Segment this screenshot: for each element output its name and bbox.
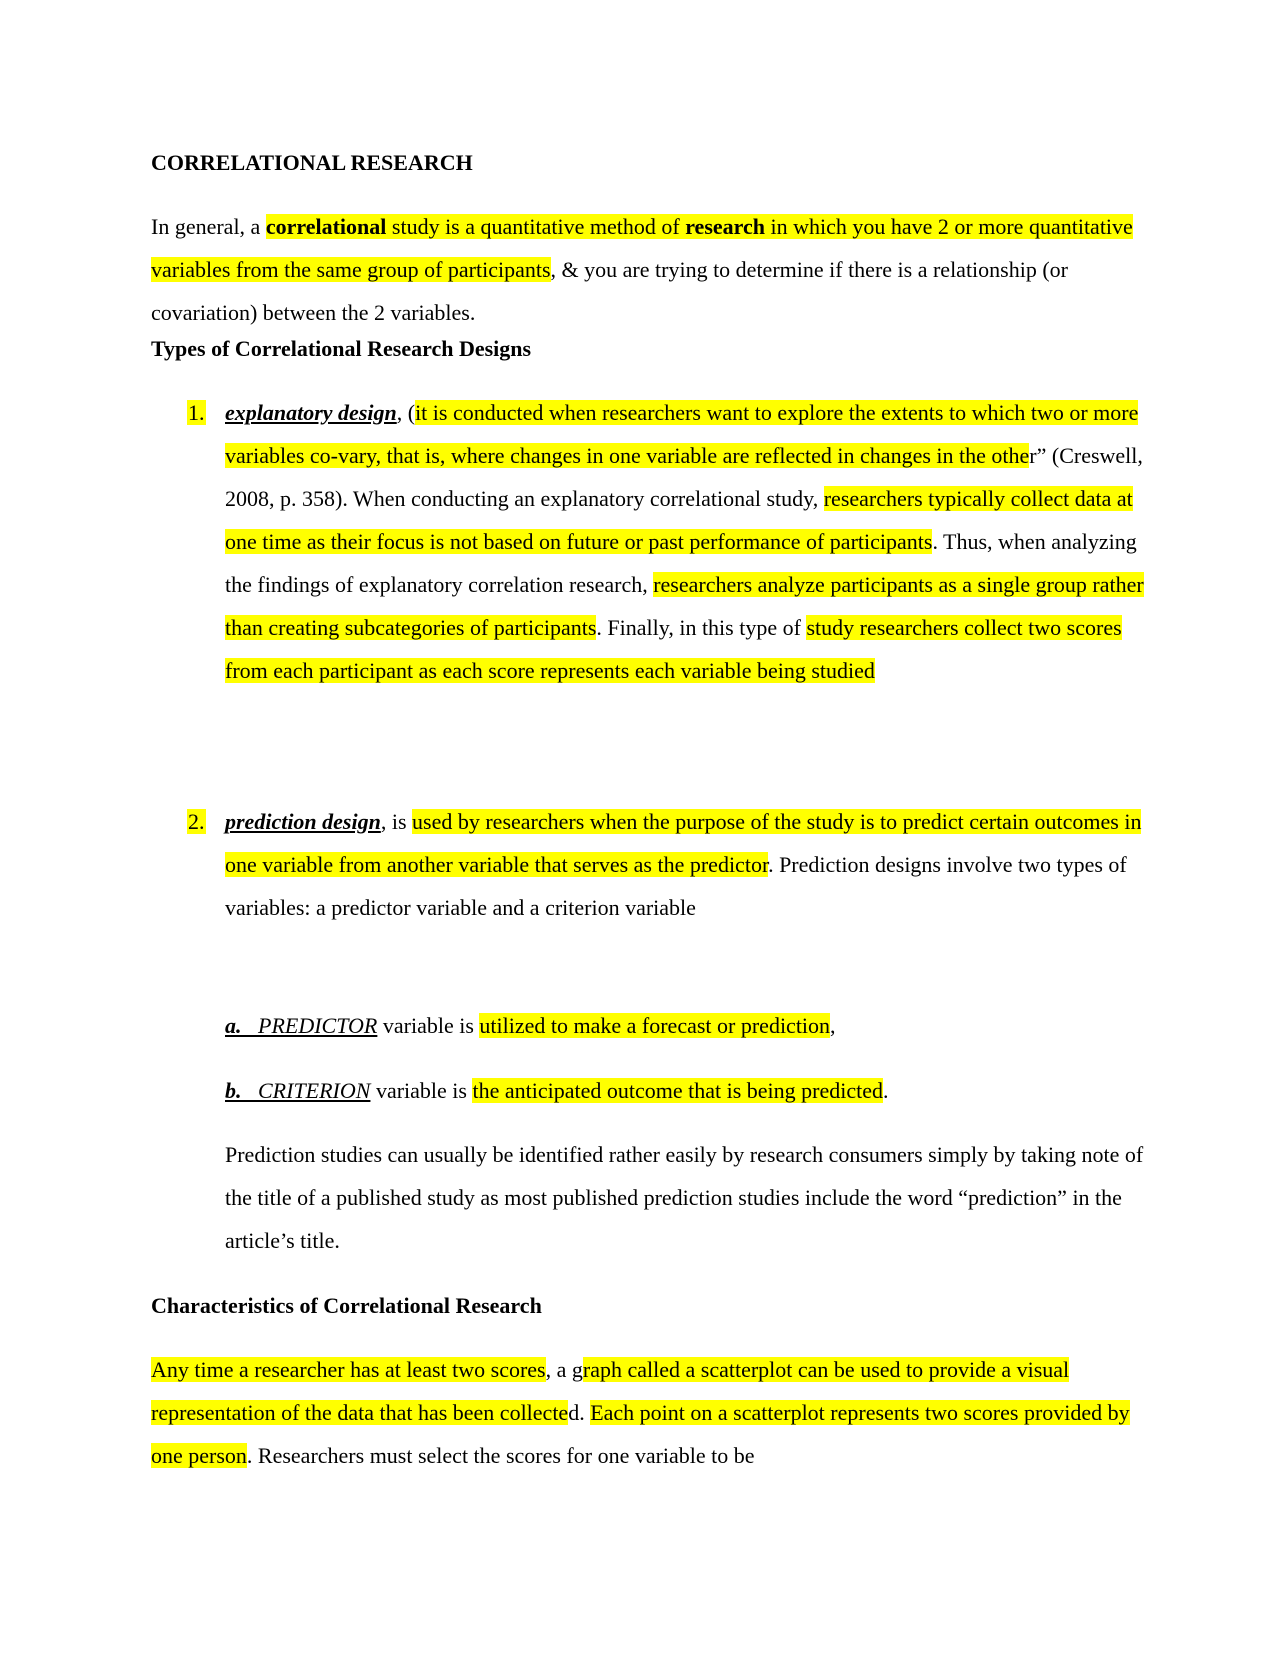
characteristics-paragraph: Any time a researcher has at least two scores, a graph called a scatterplot can be used to provide a visual representation of the data that has been collected. Each point on a scatterplot represents two scores provided by one person. Researchers must select the scores for one variable to be [151,1357,1130,1468]
term-predictor: PREDICTOR [258,1013,378,1038]
term-explanatory-design: explanatory design [225,400,397,425]
characteristics-heading: Characteristics of Correlational Research [151,1293,542,1318]
page-title: CORRELATIONAL RESEARCH [151,150,473,175]
intro-highlight: correlational study is a quantitative method of research in which you have 2 or more quantitative variables from the same group of participants [151,214,1133,282]
prediction-paragraph: Prediction studies can usually be identified rather easily by research consumers simply by taking note of the title of a published study as most published prediction studies include the word “prediction” in the article’s title. [225,1142,1144,1253]
list-item-explanatory: explanatory design, (it is conducted when researchers want to explore the extents to which two or more variables co-vary, that is, where changes in one variable are reflected in changes in the other” (Creswell, 2008, p. 358). When conducting an explanatory correlational study, researchers typically collect data at one time as their focus is not based on future or past performance of participants. Thus, when analyzing the findings of explanatory correlation research, researchers analyze participants as a single group rather than creating subcategories of participants. Finally, in this type of study researchers collect two scores from each participant as each score represents each variable being studied [225,400,1144,683]
term-prediction-design: prediction design [225,809,381,834]
intro-paragraph [151,205,1151,334]
list-number-1: 1. [188,400,205,425]
term-criterion: CRITERION [258,1078,371,1103]
sub-item-predictor: a. PREDICTOR variable is utilized to make a forecast or prediction, [225,1013,836,1038]
list-item-prediction: prediction design, is used by researchers when the purpose of the study is to predict certain outcomes in one variable from another variable that serves as the predictor. Prediction designs involve two types of variables: a predictor variable and a criterion variable [225,809,1142,920]
types-heading: Types of Correlational Research Designs [151,336,532,361]
sub-item-criterion: b. CRITERION variable is the anticipated outcome that is being predicted. [225,1078,889,1103]
intro-text-2: , & you are trying to determine if there is a relationship (or covariation) between the 2 variables. [151,257,1068,325]
list-number-2: 2. [188,809,205,834]
intro-text-1: In general, a [151,214,266,239]
